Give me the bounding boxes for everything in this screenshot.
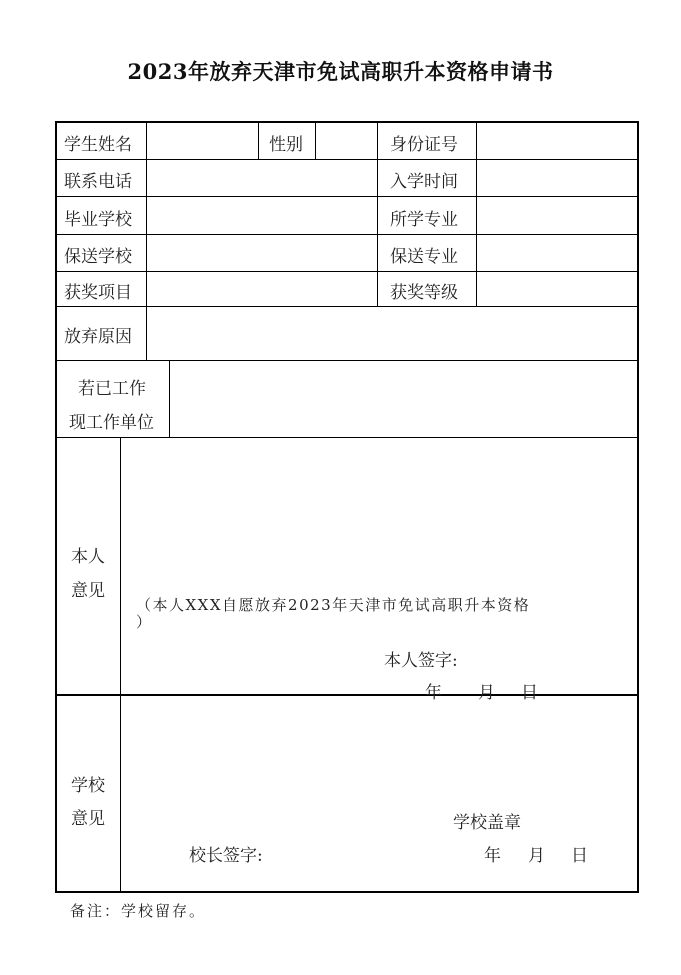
personal-day-label: 日 xyxy=(521,683,538,703)
recommended-school-field[interactable] xyxy=(147,235,377,271)
major-label: 所学专业 xyxy=(390,210,458,230)
gender-field[interactable] xyxy=(316,122,377,159)
page-title: 2023年放弃天津市免试高职升本资格申请书 xyxy=(127,59,554,84)
school-year-label: 年 xyxy=(484,846,501,866)
personal-month-label: 月 xyxy=(478,683,495,703)
personal-statement-close: ） xyxy=(136,613,153,631)
award-level-label: 获奖等级 xyxy=(390,283,458,303)
award-level-field[interactable] xyxy=(477,272,637,306)
recommended-major-field[interactable] xyxy=(477,235,637,271)
table-border-left xyxy=(55,121,57,893)
school-opinion-label-line1: 学校 xyxy=(71,776,105,796)
major-field[interactable] xyxy=(477,197,637,234)
recommended-school-label: 保送学校 xyxy=(64,247,132,267)
personal-statement: （本人XXX自愿放弃2023年天津市免试高职升本资格 xyxy=(136,596,531,614)
work-label-line1: 若已工作 xyxy=(78,379,146,399)
principal-signature-label: 校长签字: xyxy=(189,846,263,866)
award-label: 获奖项目 xyxy=(64,283,132,303)
work-label-line2: 现工作单位 xyxy=(69,413,154,433)
footnote: 备注：学校留存。 xyxy=(70,902,207,920)
phone-label: 联系电话 xyxy=(64,172,132,192)
school-day-label: 日 xyxy=(571,846,588,866)
personal-year-label: 年 xyxy=(425,683,442,703)
col-divider xyxy=(258,121,259,159)
personal-signature-label: 本人签字: xyxy=(384,651,458,671)
personal-opinion-area[interactable] xyxy=(121,438,637,694)
table-border-right xyxy=(637,121,639,893)
school-stamp-label: 学校盖章 xyxy=(453,813,521,833)
school-month-label: 月 xyxy=(528,846,545,866)
reason-label: 放弃原因 xyxy=(64,327,132,347)
gender-label: 性别 xyxy=(269,135,303,155)
graduation-school-label: 毕业学校 xyxy=(64,210,132,230)
award-field[interactable] xyxy=(147,272,377,306)
personal-opinion-label-line2: 意见 xyxy=(71,581,105,601)
table-border-bottom xyxy=(55,891,639,893)
personal-opinion-label-line1: 本人 xyxy=(71,547,105,567)
student-name-label: 学生姓名 xyxy=(64,135,132,155)
work-unit-field[interactable] xyxy=(170,361,637,437)
col-divider xyxy=(377,121,378,306)
recommended-major-label: 保送专业 xyxy=(390,247,458,267)
id-number-field[interactable] xyxy=(477,122,637,159)
school-opinion-label-line2: 意见 xyxy=(71,809,105,829)
graduation-school-field[interactable] xyxy=(147,197,377,234)
student-name-field[interactable] xyxy=(147,122,258,159)
enrollment-date-label: 入学时间 xyxy=(390,172,458,192)
id-number-label: 身份证号 xyxy=(390,135,458,155)
reason-field[interactable] xyxy=(147,307,637,360)
phone-field[interactable] xyxy=(147,160,377,196)
enrollment-date-field[interactable] xyxy=(477,160,637,196)
